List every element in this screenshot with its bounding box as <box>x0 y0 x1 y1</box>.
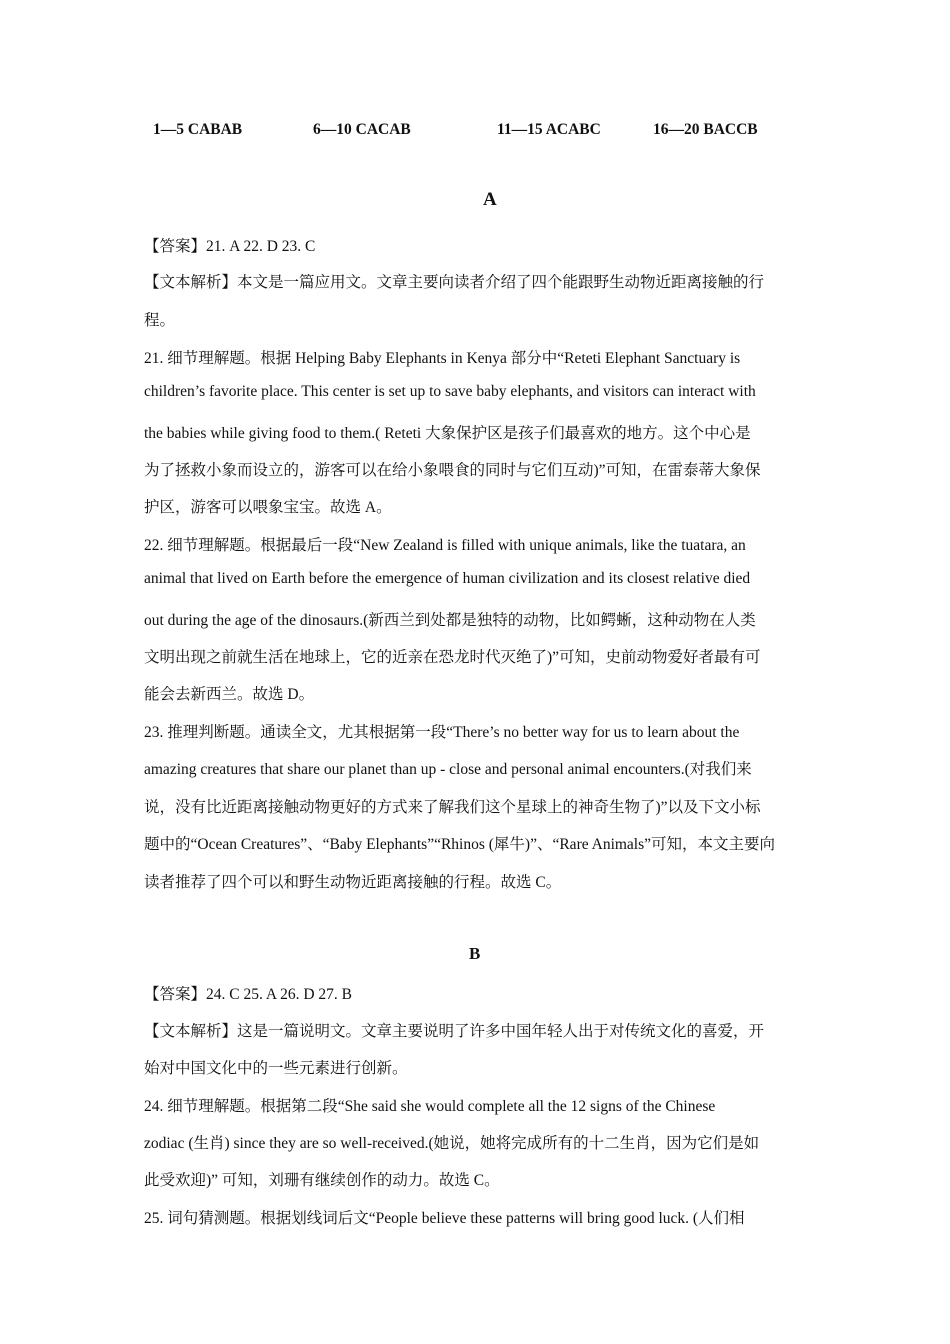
q21-line-3: the babies while giving food to them.( Reteti 大象保护区是孩子们最喜欢的地方。这个中心是 <box>144 425 751 442</box>
q25-line-1: 25. 词句猜测题。根据划线词后文“People believe these patterns will bring good luck. (人们相 <box>144 1210 745 1227</box>
q22-line-2: animal that lived on Earth before the emergence of human civilization and its closest relative died <box>144 570 751 587</box>
section-b-analysis-line-1: 【文本解析】这是一篇说明文。文章主要说明了许多中国年轻人出于对传统文化的喜爱，开 <box>144 1023 765 1040</box>
answer-key-6-10: 6—10 CACAB <box>313 121 411 138</box>
answer-key-1-5: 1—5 CABAB <box>153 121 243 138</box>
q24-line-3: 此受欢迎)” 可知，刘珊有继续创作的动力。故选 C。 <box>144 1172 500 1189</box>
q24-line-1: 24. 细节理解题。根据第二段“She said she would complete all the 12 signs of the Chinese <box>144 1098 716 1115</box>
section-b-title: B <box>469 944 481 963</box>
q23-line-1: 23. 推理判断题。通读全文，尤其根据第一段“There’s no better way for us to learn about the <box>144 724 740 741</box>
answer-key-11-15: 11—15 ACABC <box>497 121 601 138</box>
section-b-answers: 【答案】24. C 25. A 26. D 27. B <box>144 986 352 1003</box>
section-a-title: A <box>483 189 497 210</box>
q21-line-5: 护区，游客可以喂象宝宝。故选 A。 <box>144 499 392 516</box>
q22-line-3: out during the age of the dinosaurs.(新西兰到处都是独特的动物，比如鳄蜥，这种动物在人类 <box>144 612 756 629</box>
q21-line-4: 为了拯救小象而设立的，游客可以在给小象喂食的同时与它们互动)”可知，在雷泰蒂大象保 <box>144 462 761 479</box>
section-a-analysis-line-2: 程。 <box>144 312 176 329</box>
q22-line-5: 能会去新西兰。故选 D。 <box>144 686 315 703</box>
q22-line-4: 文明出现之前就生活在地球上，它的近亲在恐龙时代灭绝了)”可知，史前动物爱好者最有可 <box>144 649 761 666</box>
q23-line-5: 读者推荐了四个可以和野生动物近距离接触的行程。故选 C。 <box>144 874 562 891</box>
section-a-analysis-line-1: 【文本解析】本文是一篇应用文。文章主要向读者介绍了四个能跟野生动物近距离接触的行 <box>144 274 765 291</box>
q22-line-1: 22. 细节理解题。根据最后一段“New Zealand is filled with unique animals, like the tuatara, an <box>144 537 746 554</box>
q21-line-1: 21. 细节理解题。根据 Helping Baby Elephants in Kenya 部分中“Reteti Elephant Sanctuary is <box>144 350 741 367</box>
q23-line-3: 说，没有比近距离接触动物更好的方式来了解我们这个星球上的神奇生物了)”以及下文小标 <box>144 799 761 816</box>
section-b-analysis-line-2: 始对中国文化中的一些元素进行创新。 <box>144 1060 408 1077</box>
answer-key-16-20: 16—20 BACCB <box>653 121 758 138</box>
q23-line-2: amazing creatures that share our planet than up - close and personal animal encounters.(对我们来 <box>144 761 752 778</box>
q21-line-2: children’s favorite place. This center is set up to save baby elephants, and visitors can interact with <box>144 383 756 400</box>
q24-line-2: zodiac (生肖) since they are so well-received.(她说，她将完成所有的十二生肖，因为它们是如 <box>144 1135 760 1152</box>
q23-line-4: 题中的“Ocean Creatures”、“Baby Elephants”“Rhinos (犀牛)”、“Rare Animals”可知，本文主要向 <box>144 836 776 853</box>
section-a-answers: 【答案】21. A 22. D 23. C <box>144 238 316 255</box>
